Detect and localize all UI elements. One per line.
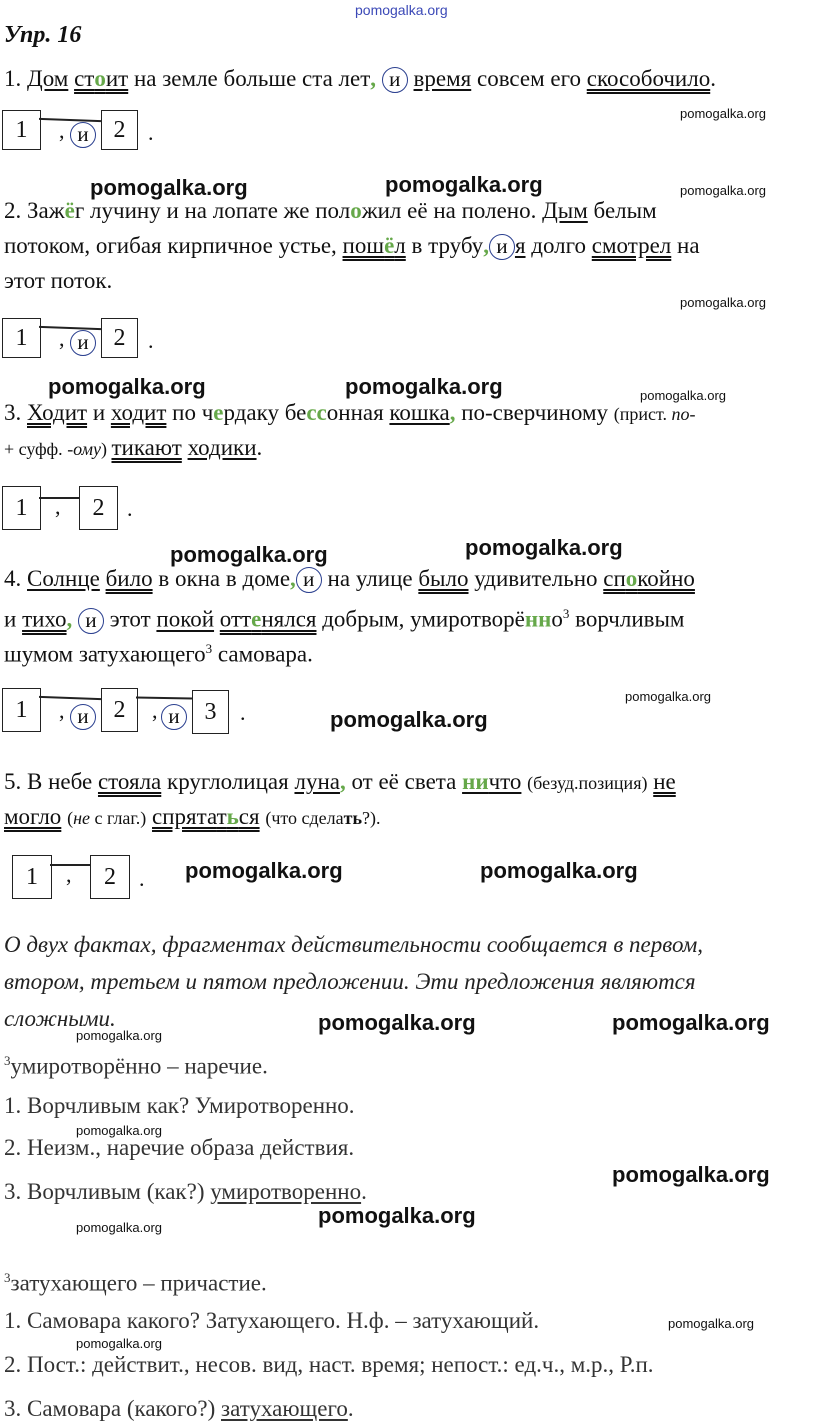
- predicate: спрятаться: [152, 804, 260, 829]
- footnote-participle-item-1: 1. Самовара какого? Затухающего. Н.ф. – затухающий.: [4, 1308, 540, 1333]
- footnote-participle-item-3: 3. Самовара (какого?) затухающего.: [4, 1396, 354, 1421]
- conjunction-circle: и: [382, 67, 408, 93]
- watermark: pomogalka.org: [480, 858, 638, 883]
- comma: ,: [59, 698, 65, 723]
- sentence-2-line-3: этот поток.: [4, 268, 113, 293]
- comma: ,: [55, 494, 61, 519]
- sentence-5-line-1: 5. В небе стояла круглолицая луна, от её света ничто (безуд.позиция) не: [4, 769, 676, 794]
- sentence-4-line-1: 4. Солнце било в окна в доме, и на улице было удивительно спокойно: [4, 566, 695, 591]
- footnote-participle-heading: $^3$затухающего – причастие.: [4, 1270, 267, 1296]
- conclusion-line-2: втором, третьем и пятом предложении. Эти предложения являются: [4, 969, 696, 994]
- watermark: pomogalka.org: [680, 183, 766, 198]
- predicate: смотрел: [591, 233, 672, 258]
- connector-line: [136, 697, 192, 699]
- predicate: стоит: [74, 66, 129, 91]
- conjunction-circle: и: [70, 330, 96, 356]
- period: .: [148, 328, 154, 353]
- clause-box: 2: [90, 855, 130, 899]
- conjunction-circle: и: [78, 608, 104, 634]
- watermark: pomogalka.org: [680, 295, 766, 310]
- subject: ничто: [462, 769, 522, 794]
- clause-box: 1: [2, 486, 41, 530]
- watermark: pomogalka.org: [90, 175, 248, 200]
- watermark: pomogalka.org: [465, 535, 623, 560]
- predicate: ходит: [110, 400, 167, 425]
- watermark: pomogalka.org: [76, 1028, 162, 1043]
- watermark: pomogalka.org: [76, 1336, 162, 1351]
- period: .: [139, 866, 145, 891]
- watermark: pomogalka.org: [318, 1010, 476, 1035]
- watermark: pomogalka.org: [668, 1316, 754, 1331]
- sentence-2-line-2: потоком, огибая кирпичное устье, пошёл в трубу, и я долго смотрел на: [4, 233, 700, 258]
- sentence-3-line-2: + суфф. -ому) тикают ходики.: [4, 435, 263, 460]
- sentence-3-line-1: 3. Ходит и ходит по чердаку бессонная кошка, по-сверчиному (прист. по-: [4, 400, 696, 425]
- watermark: pomogalka.org: [640, 388, 726, 403]
- subject: кошка: [389, 400, 450, 425]
- watermark: pomogalka.org: [612, 1010, 770, 1035]
- sentence-5-line-2: могло (не с глаг.) спрятаться (что сделать?).: [4, 804, 381, 829]
- text: 1.: [4, 66, 27, 91]
- watermark: pomogalka.org: [625, 689, 711, 704]
- footnote-participle-item-2: 2. Пост.: действит., несов. вид, наст. время; непост.: ед.ч., м.р., Р.п.: [4, 1352, 654, 1377]
- period: .: [148, 120, 154, 145]
- conclusion-line-3: сложными.: [4, 1006, 116, 1031]
- predicate: спокойно: [603, 566, 695, 591]
- sentence-4-line-2: и тихо, и этот покой оттенялся добрым, умиротворённо$^3$ ворчливым: [4, 606, 685, 632]
- predicate: пошёл: [342, 233, 406, 258]
- predicate: било: [105, 566, 153, 591]
- connector-line: [39, 326, 101, 330]
- subject: я: [514, 233, 526, 258]
- footnote-adverb-item-3: 3. Ворчливым (как?) умиротворенно.: [4, 1179, 367, 1204]
- watermark: pomogalka.org: [48, 374, 206, 399]
- comma: ,: [66, 862, 72, 887]
- predicate: не: [653, 769, 676, 794]
- clause-box: 1: [2, 110, 41, 150]
- predicate: Ходит: [27, 400, 88, 425]
- sentence-2-line-1: 2. Зажёг лучину и на лопате же положил её на полено. Дым белым: [4, 198, 657, 223]
- watermark: pomogalka.org: [612, 1162, 770, 1187]
- footnote-adverb-item-1: 1. Ворчливым как? Умиротворенно.: [4, 1093, 355, 1118]
- watermark-top: pomogalka.org: [355, 2, 448, 18]
- conjunction-circle: и: [296, 567, 322, 593]
- clause-box: 2: [79, 486, 118, 530]
- clause-box: 3: [192, 690, 229, 734]
- watermark: pomogalka.org: [185, 858, 343, 883]
- clause-box: 2: [101, 110, 138, 150]
- watermark: pomogalka.org: [76, 1123, 162, 1138]
- period: .: [127, 496, 133, 521]
- period: .: [240, 700, 246, 725]
- predicate: тикают: [111, 435, 182, 460]
- subject: ходики: [187, 435, 257, 460]
- predicate: оттенялся: [219, 606, 317, 632]
- clause-box: 1: [2, 318, 41, 358]
- watermark: pomogalka.org: [76, 1220, 162, 1235]
- comma: ,: [59, 118, 65, 143]
- clause-box: 1: [2, 688, 41, 732]
- clause-box: 2: [101, 318, 138, 358]
- connector-line: [39, 696, 101, 700]
- exercise-title: Упр. 16: [4, 22, 82, 48]
- predicate: тихо: [22, 606, 67, 632]
- watermark: pomogalka.org: [318, 1203, 476, 1228]
- connector-line: [39, 118, 101, 122]
- subject: луна: [294, 769, 340, 794]
- subject: Дом: [27, 66, 69, 91]
- watermark: pomogalka.org: [385, 172, 543, 197]
- conjunction-circle: и: [489, 234, 515, 260]
- clause-box: 2: [101, 688, 138, 732]
- predicate: было: [418, 566, 469, 591]
- sentence-4-line-3: шумом затухающего$^3$ самовара.: [4, 641, 313, 667]
- comma: ,: [152, 698, 158, 723]
- footnote-adverb-item-2: 2. Неизм., наречие образа действия.: [4, 1135, 355, 1160]
- predicate: стояла: [97, 769, 162, 794]
- predicate: могло: [4, 804, 62, 829]
- conclusion-line-1: О двух фактах, фрагментах действительности сообщается в первом,: [4, 932, 703, 957]
- conjunction-circle: и: [161, 704, 187, 730]
- subject: Солнце: [27, 566, 100, 591]
- conjunction-circle: и: [70, 704, 96, 730]
- subject: Дым: [542, 198, 588, 223]
- comma: ,: [59, 326, 65, 351]
- watermark: pomogalka.org: [345, 374, 503, 399]
- footnote-adverb-heading: $^3$умиротворённо – наречие.: [4, 1053, 268, 1079]
- sentence-1: 1. Дом стоит на земле больше ста лет, и время совсем его скособочило.: [4, 66, 716, 91]
- watermark: pomogalka.org: [170, 542, 328, 567]
- watermark: pomogalka.org: [680, 106, 766, 121]
- subject: покой: [156, 606, 215, 632]
- conjunction-circle: и: [70, 122, 96, 148]
- predicate: скособочило: [586, 66, 711, 91]
- watermark: pomogalka.org: [330, 707, 488, 732]
- subject: время: [413, 66, 472, 91]
- clause-box: 1: [12, 855, 52, 899]
